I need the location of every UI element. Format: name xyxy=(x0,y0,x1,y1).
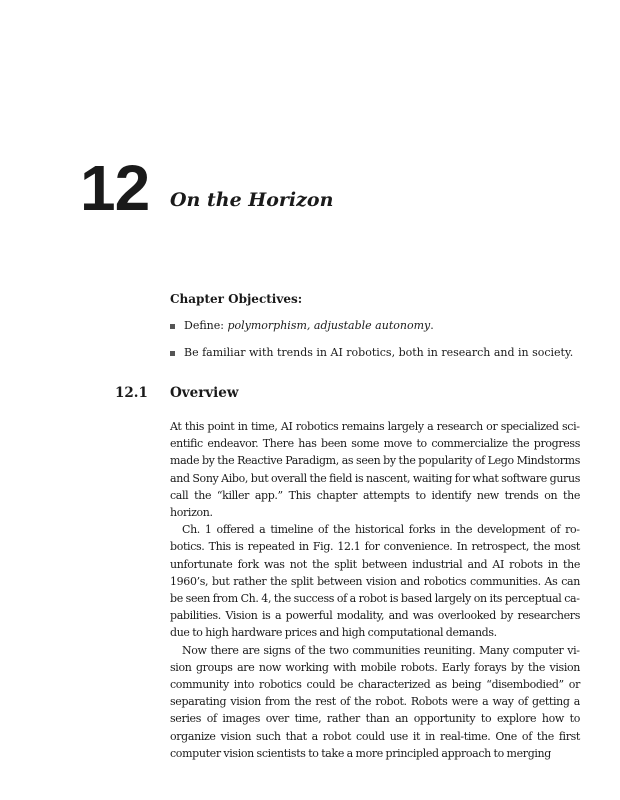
objectives-list xyxy=(170,318,590,372)
objective-prefix: Define: xyxy=(184,319,228,332)
square-bullet-icon xyxy=(170,324,175,329)
section-number: 12.1 xyxy=(115,385,148,401)
chapter-title: On the Horizon xyxy=(170,189,334,211)
body-paragraph: Ch. 1 offered a timeline of the historical forks in the development of robotics. This is repeated in Fig. 12.1 for convenience. In retrospect, the most unfortunate fork was not the split between industrial and AI robots in the 1960’s, but rather the split between vision and robotics communities. As can be seen from Ch. 4, the success of a robot is based largely on its perceptual capabilities. Vision is a powerful modality, and was overlooked by researchers due to high hardware prices and high computational demands. xyxy=(170,523,580,640)
objective-item xyxy=(170,318,590,334)
objective-suffix: . xyxy=(430,319,434,332)
objective-terms: polymorphism, adjustable autonomy xyxy=(227,319,431,332)
square-bullet-icon xyxy=(170,351,175,356)
section-body xyxy=(170,418,580,762)
body-paragraph: Now there are signs of the two communities reuniting. Many computer vision groups are now working with mobile robots. Early forays by the vision community into robotics could be characterized as being “disembodied” or separating vision from the rest of the robot. Robots were a way of getting a series of images over time, rather than an opportunity to explore how to organize vision such that a robot could use it in real-time. One of the first computer vision scientists to take a more principled approach to merging xyxy=(170,643,580,760)
chapter-number: 12 xyxy=(80,152,150,224)
section-title: Overview xyxy=(170,385,239,401)
objective-text: Be familiar with trends in AI robotics, both in research and in society. xyxy=(184,346,574,359)
objective-item xyxy=(170,345,590,361)
body-paragraph: At this point in time, AI robotics remains largely a research or specialized scientific endeavor. There has been some move to commercialize the progress made by the Reactive Paradigm, as seen by the popularity of Lego Mindstorms and Sony Aibo, but overall the field is nascent, waiting for what software gurus call the “killer app.” This chapter attempts to identify new trends on the horizon. xyxy=(170,420,580,520)
objectives-heading: Chapter Objectives: xyxy=(170,292,303,306)
